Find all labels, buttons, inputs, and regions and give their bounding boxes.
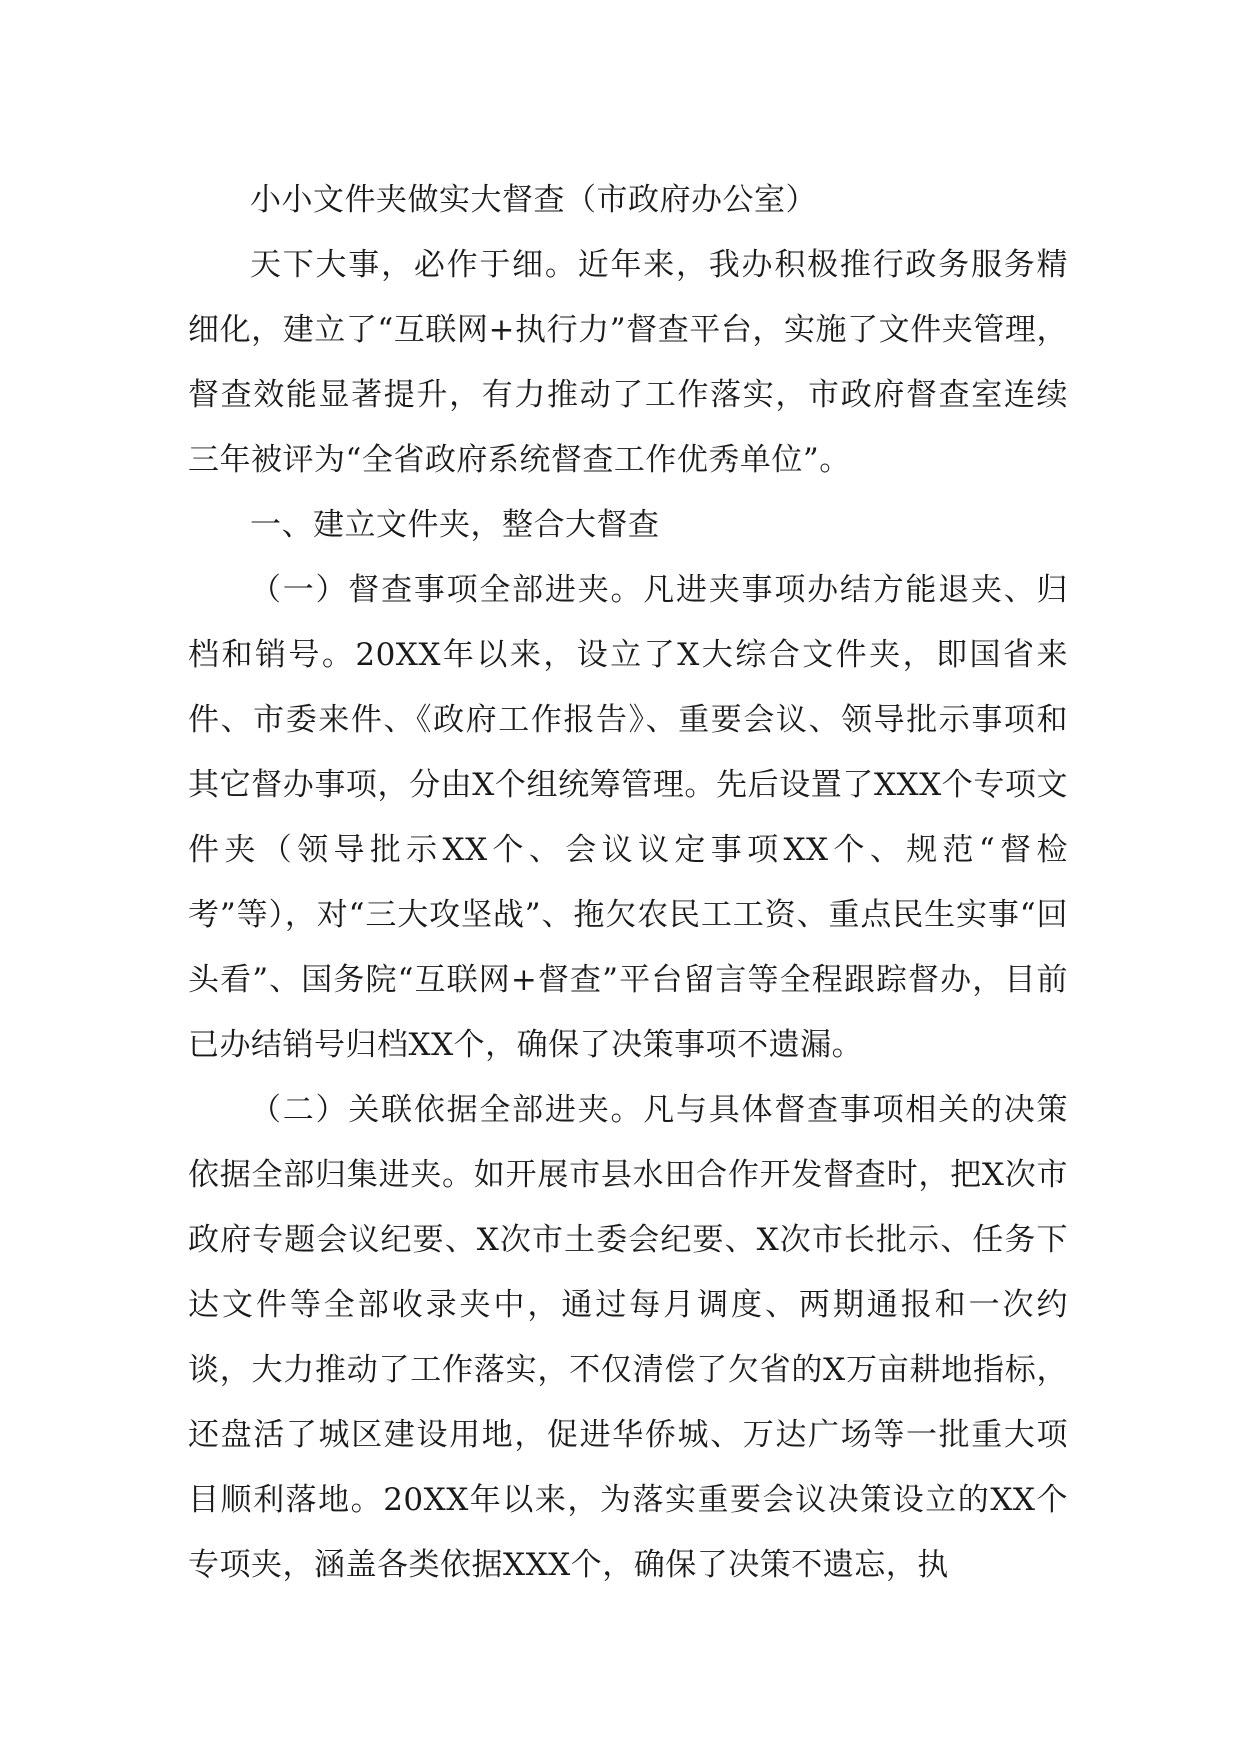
section-heading-1: 一、建立文件夹，整合大督查 <box>250 507 660 543</box>
paragraph-intro: 天下大事，必作于细。近年来，我办积极推行政务服务精细化，建立了“互联网+执行力”督查平台，实施了文件夹管理，督查效能显著提升，有力推动了工作落实，市政府督查室连续三年被评为“全省政府系统督查工作优秀单位”。 <box>188 247 1068 478</box>
document-body <box>188 168 1068 1598</box>
document-title: 小小文件夹做实大督查（市政府办公室） <box>250 182 817 218</box>
paragraph-subsection-2: （二）关联依据全部进夹。凡与具体督查事项相关的决策依据全部归集进夹。如开展市县水田合作开发督查时，把X次市政府专题会议纪要、X次市土委会纪要、X次市长批示、任务下达文件等全部收录夹中，通过每月调度、两期通报和一次约谈，大力推动了工作落实，不仅清偿了欠省的X万亩耕地指标，还盘活了城区建设用地，促进华侨城、万达广场等一批重大项目顺利落地。20XX年以来，为落实重要会议决策设立的XX个专项夹，涵盖各类依据XXX个，确保了决策不遗忘，执 <box>188 1092 1068 1583</box>
paragraph-subsection-1: （一）督查事项全部进夹。凡进夹事项办结方能退夹、归档和销号。20XX年以来，设立了X大综合文件夹，即国省来件、市委来件、《政府工作报告》、重要会议、领导批示事项和其它督办事项，分由X个组统筹管理。先后设置了XXX个专项文件夹（领导批示XX个、会议议定事项XX个、规范“督检考”等），对“三大攻坚战”、拖欠农民工工资、重点民生实事“回头看”、国务院“互联网+督查”平台留言等全程跟踪督办，目前已办结销号归档XX个，确保了决策事项不遗漏。 <box>188 572 1068 1063</box>
